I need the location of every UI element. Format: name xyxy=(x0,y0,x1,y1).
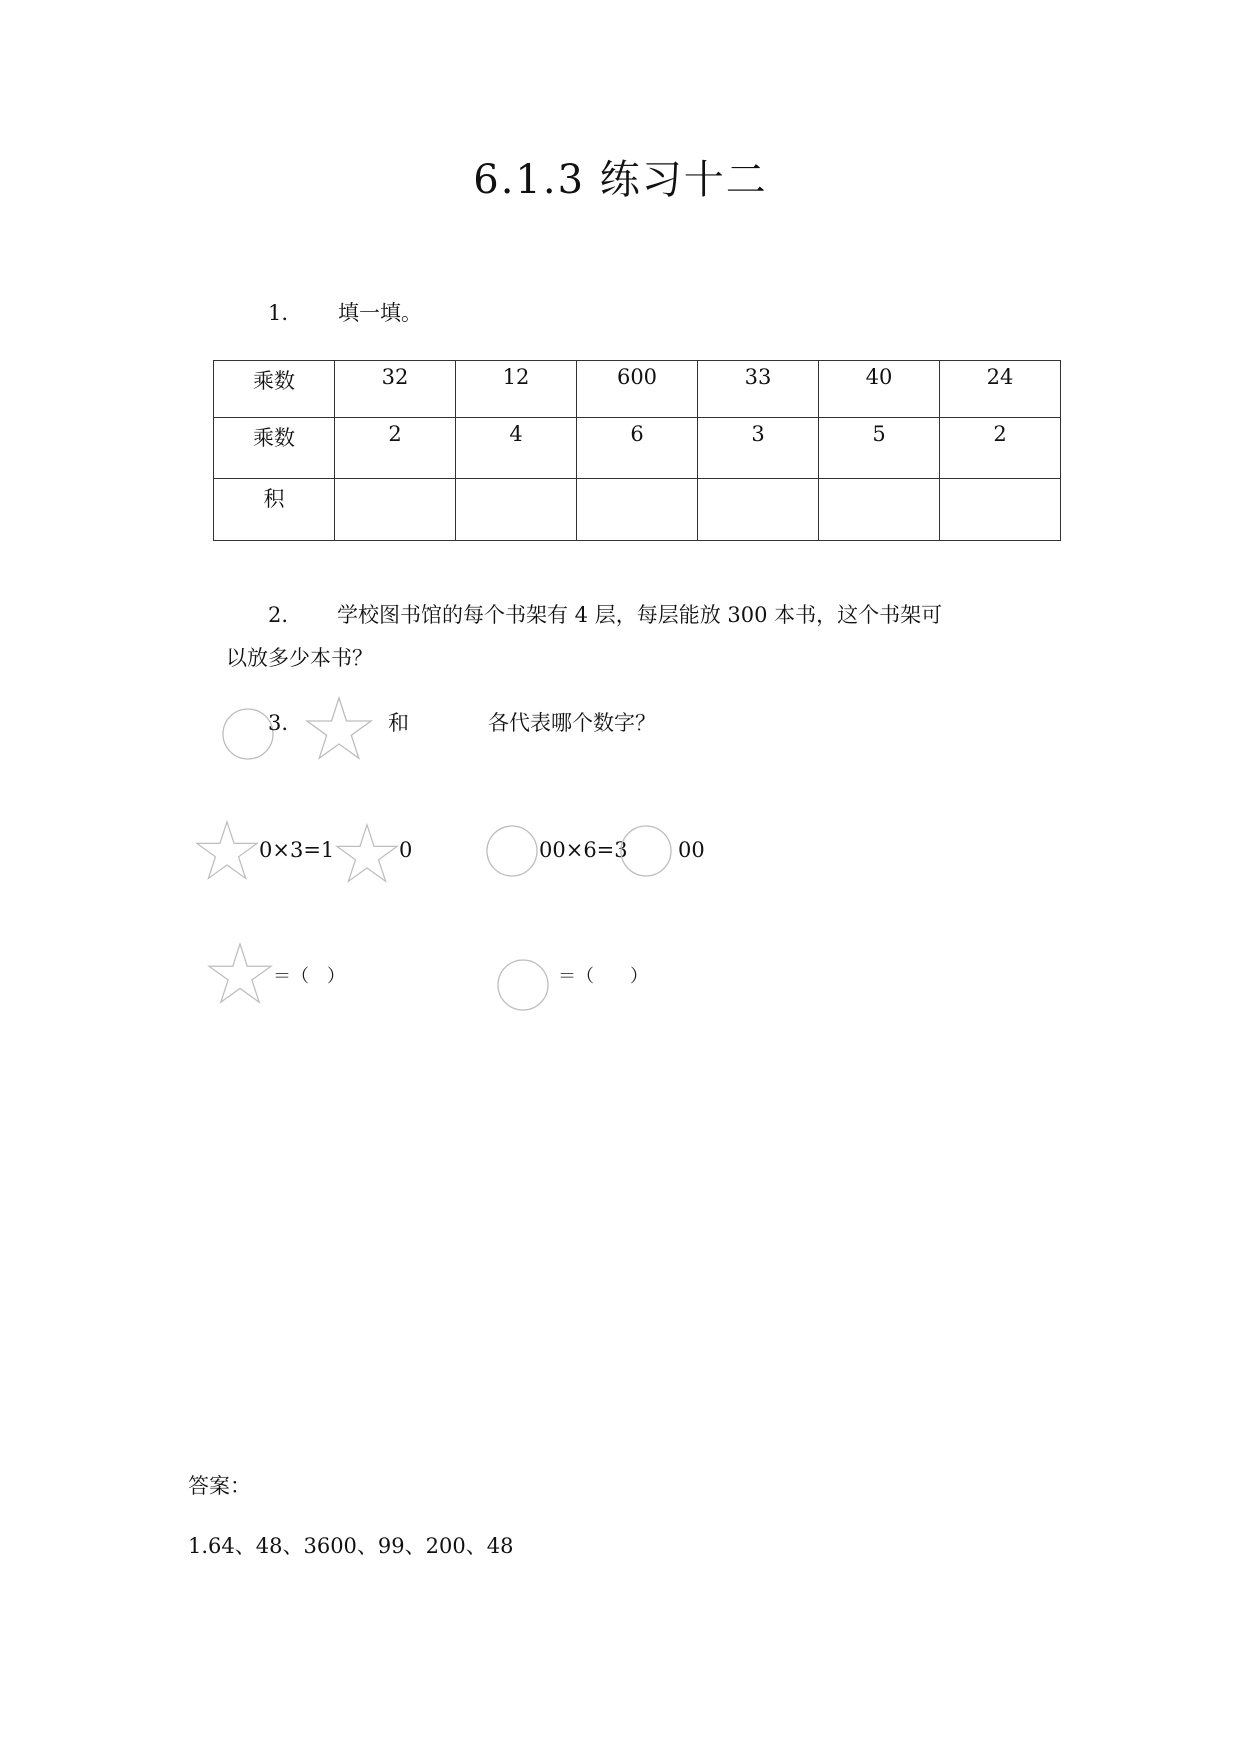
table-row xyxy=(214,479,1061,541)
q1-number: 1. xyxy=(268,301,289,325)
star-answer-blank[interactable]: ＝（ ） xyxy=(273,966,345,987)
circle-icon xyxy=(620,825,672,877)
answer-cell[interactable] xyxy=(456,479,577,541)
table-cell: 32 xyxy=(335,361,456,418)
circle-icon xyxy=(486,825,538,877)
table-cell: 600 xyxy=(577,361,698,418)
q2-text-line2: 以放多少本书？ xyxy=(226,646,373,670)
row-label: 乘数 xyxy=(214,418,335,479)
answer-cell[interactable] xyxy=(819,479,940,541)
q3-and: 和 xyxy=(388,711,409,735)
row-label: 积 xyxy=(214,479,335,541)
answer-line-1: 1.64、48、3600、99、200、48 xyxy=(188,1534,514,1558)
answer-cell[interactable] xyxy=(698,479,819,541)
star-icon xyxy=(336,823,398,881)
answer-cell[interactable] xyxy=(335,479,456,541)
table-row xyxy=(214,361,1061,418)
star-icon xyxy=(196,820,258,878)
table-cell: 24 xyxy=(940,361,1061,418)
table-cell: 6 xyxy=(577,418,698,479)
table-cell: 2 xyxy=(335,418,456,479)
answer-cell[interactable] xyxy=(940,479,1061,541)
circle-answer-blank[interactable]: ＝（ ） xyxy=(558,966,648,987)
table-cell: 40 xyxy=(819,361,940,418)
q1-prompt: 填一填。 xyxy=(338,301,422,325)
table-row xyxy=(214,418,1061,479)
multiplication-table xyxy=(213,360,1061,541)
q3-number: 3. xyxy=(268,711,289,735)
star-icon xyxy=(306,697,372,757)
table-cell: 33 xyxy=(698,361,819,418)
equation-2-part1: 00×6=3 xyxy=(539,838,628,862)
circle-icon xyxy=(497,959,549,1011)
answer-cell[interactable] xyxy=(577,479,698,541)
star-icon xyxy=(207,943,273,1001)
equation-2-part2: 00 xyxy=(678,838,705,862)
table-cell: 3 xyxy=(698,418,819,479)
q3-question: 各代表哪个数字？ xyxy=(488,711,656,735)
q2-number: 2. xyxy=(268,603,289,627)
equation-1-part1: 0×3=1 xyxy=(259,838,335,862)
table-cell: 4 xyxy=(456,418,577,479)
row-label: 乘数 xyxy=(214,361,335,418)
equation-1-part2: 0 xyxy=(399,838,413,862)
page-title: 6.1.3 练习十二 xyxy=(473,157,768,203)
table-cell: 5 xyxy=(819,418,940,479)
answers-heading: 答案： xyxy=(188,1474,251,1498)
circle-icon xyxy=(222,708,274,760)
table-cell: 2 xyxy=(940,418,1061,479)
table-cell: 12 xyxy=(456,361,577,418)
q2-text-line1: 学校图书馆的每个书架有 4 层，每层能放 300 本书，这个书架可 xyxy=(337,603,943,627)
